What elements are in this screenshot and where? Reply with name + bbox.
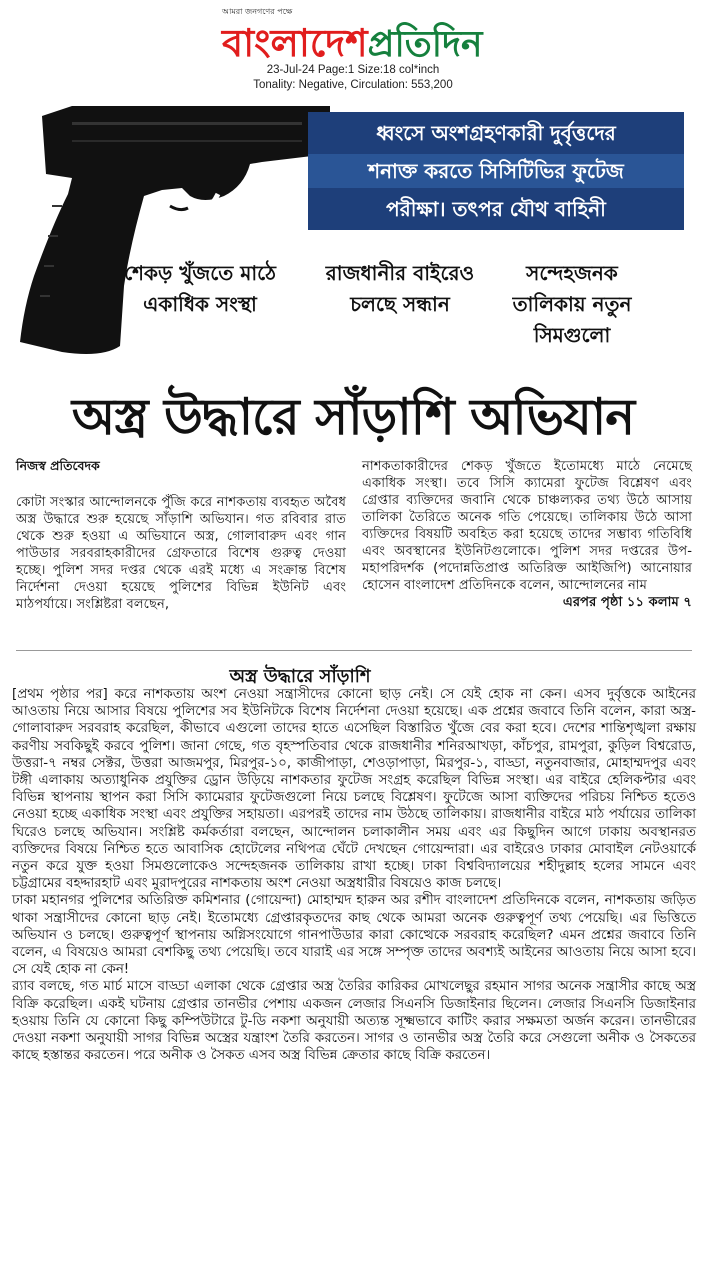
deck-line-1: ধ্বংসে অংশগ্রহণকারী দুর্বৃত্তদের	[376, 121, 616, 145]
section-divider	[16, 650, 692, 651]
continuation-text-1: করে নাশকতায় অংশ নেওয়া সন্ত্রাসীদের কোনো ছাড় নেই। সে যেই হোক না কেন। এসব দুর্বৃত্তকে আইনের আওতায় নিয়ে আসার বিষয়ে পুলিশের সব ইউনিটকে বিশেষ নির্দেশনা দেওয়া হয়েছে। এক প্রশ্নের জবাবে তিনি বলেন, কারা অস্ত্র-গোলাবারুদ সরবরাহ করেছিল, কীভাবে এগুলো তাদের হাতে এসেছিল বিস্তারিত খুঁজে বের করা হবে। দেশের শান্তিশৃঙ্খলা রক্ষায় করণীয় সবকিছুই করবে পুলিশ। জানা গেছে, গত বৃহস্পতিবার থেকে রাজধানীর শনিরআখড়া, কাঁচপুর, রামপুরা, কুড়িল বিশ্বরোড, উত্তরা-৭ নম্বর সেক্টর, উত্তরা আজমপুর, মিরপুর-১০, কাজীপাড়া, শেওড়াপাড়া, মিরপুর-১, বাড্ডা, নতুনবাজার, মোহাম্মদপুর এবং টঙ্গী এলাকায় অত্যাধুনিক প্রযুক্তির ড্রোন উড়িয়ে নাশকতার ফুটেজ সংগ্রহ করেছিল বিভিন্ন সংস্থা। এর বাইরে হেলিকপ্টার এবং বিভিন্ন স্থাপনায় স্থাপন করা সিসি ক্যামেরার ফুটেজগুলো নিয়ে চলছে বিশ্লেষণ। ফুটেজে আসা ব্যক্তিদের পরিচয় নিশ্চিত হতেও নেওয়া হচ্ছে একাধিক সংস্থা এবং প্রযুক্তির সহায়তা। এরপরই তাদের নাম উঠছে তালিকায়। রাজধানীর বাইরে মাঠ পর্যায়ের তালিকা ঘিরেও চলছে অভিযান। সংশ্লিষ্ট কর্মকর্তারা বলছেন, আন্দোলন চলাকালীন সময় এবং এর কিছুদিন আগে ঢাকায় অবস্থানরত ব্যক্তিদের বিষয়ে নিশ্চিত হতে আবাসিক হোটেলের নথিপত্র ঘেঁটে দেখছেন গোয়েন্দারা। এর বাইরেও ঢাকার মোবাইল নেটওয়ার্কে নতুন করে যুক্ত হওয়া সিমগুলোকেও সন্দেহজনক তালিকায় রাখা হচ্ছে। ঢাকা বিশ্ববিদ্যালয়ের শহীদুল্লাহ হলের সামনে এবং চট্টগ্রামের বহদ্দারহাট এবং মুরাদপুরের নাশকতায় অংশ নেওয়া অস্ত্রধারীর বিষয়েও কাজ চলছে।	[12, 687, 696, 892]
continuation-title: অস্ত্র উদ্ধারে সাঁড়াশি	[229, 666, 371, 687]
deck-line-2: শনাক্ত করতে সিসিটিভির ফুটেজ	[308, 154, 684, 188]
clipping-meta	[0, 63, 706, 93]
subhead-2: রাজধানীর বাইরেও চলছে সন্ধান	[325, 261, 475, 316]
subhead-3: সন্দেহজনক তালিকায় নতুন সিমগুলো	[512, 261, 632, 347]
article-column-right	[362, 458, 692, 611]
deck-banner	[308, 112, 684, 230]
article-paragraph-right: নাশকতাকারীদের শেকড় খুঁজতে ইতোমধ্যে মাঠে নেমেছে একাধিক সংস্থা। তবে সিসি ক্যামেরা ফুটেজ বিশ্লেষণ এবং গ্রেপ্তার ব্যক্তিদের জবানি থেকে চাঞ্চল্যকর তথ্য উঠে আসায় তালিকা তৈরিতে অনেক গতি পেয়েছে। তালিকায় উঠে আসা ব্যক্তিদের বিষয়টি অবহিত করা হয়েছে তাদের সম্ভাব্য গতিবিধি এবং অবস্থানের ইউনিটগুলোকে। পুলিশ সদর দপ্তরের উপ-মহাপরিদর্শক (পদোন্নতিপ্রাপ্ত অতিরিক্ত আইজিপি) আনোয়ার হোসেন বাংলাদেশ প্রতিদিনকে বলেন, আন্দোলনের নাম	[362, 459, 692, 593]
logo-part-red: বাংলাদেশ	[222, 21, 368, 65]
headline: অস্ত্র উদ্ধারে সাঁড়াশি অভিযান	[71, 388, 635, 446]
masthead	[0, 0, 706, 100]
clipping-meta-line1: 23-Jul-24 Page:1 Size:18 col*inch	[266, 64, 440, 76]
continuation-body	[12, 686, 696, 1064]
subhead-1: শেকড় খুঁজতে মাঠে একাধিক সংস্থা	[124, 261, 276, 316]
continuation-paragraph-3: র‌্যাব বলছে, গত মার্চ মাসে বাড্ডা এলাকা থেকে গ্রেপ্তার অস্ত্র তৈরির কারিকর মোখলেছুর রহমান সাগর অনেক সন্ত্রাসীর কাছে অস্ত্র বিক্রি করেছিল। একই ঘটনায় গ্রেপ্তার তানভীর পেশায় একজন লেজার সিএনসি ডিজাইনার ছিলেন। লেজার সিএনসি ডিজাইনার হওয়ায় তিনি যে কোনো কিছু কম্পিউটারে টু-ডি নকশা অনুযায়ী অত্যন্ত সূক্ষ্মভাবে কাটিং করার সক্ষমতা অর্জন করেন। তানভীরের দেওয়া নকশা অনুযায়ী সাগর বিভিন্ন অস্ত্রের যন্ত্রাংশ তৈরি করতেন। সাগর ও তানভীর অস্ত্র তৈরি করে সেগুলো অনীক ও সৈকতের কাছে হস্তান্তর করতেন। পরে অনীক ও সৈকত এসব অস্ত্র বিভিন্ন ক্রেতার কাছে বিক্রি করতেন।	[12, 979, 696, 1064]
deck-line-3: পরীক্ষা। তৎপর যৌথ বাহিনী	[386, 197, 606, 221]
continuation-paragraph-1	[12, 686, 696, 892]
clipping-meta-line2: Tonality: Negative, Circulation: 553,200	[253, 79, 453, 91]
article-paragraph-left: কোটা সংস্কার আন্দোলনকে পুঁজি করে নাশকতায় ব্যবহৃত অবৈধ অস্ত্র উদ্ধারে শুরু হয়েছে সাঁড়াশি অভিযান। গত রবিবার রাত থেকে শুরু হওয়া এ অভিযানে অস্ত্র, গোলাবারুদ এবং গান পাউডার সরবরাহকারীদের গ্রেফতারে বিশেষ গুরুত্ব দেওয়া হচ্ছে। পুলিশ সদর দপ্তর থেকে এরই মধ্যে এ সংক্রান্ত বিশেষ নির্দেশনা দেওয়া হয়েছে পুলিশের বিভিন্ন ইউনিট এবং মাঠপর্যায়ে। সংশ্লিষ্টরা বলছেন,	[16, 495, 346, 612]
subheads	[120, 258, 706, 352]
logo-part-green: প্রতিদিন	[367, 24, 483, 65]
byline: নিজস্ব প্রতিবেদক	[16, 458, 100, 473]
newspaper-logo	[222, 14, 483, 65]
jump-line: এরপর পৃষ্ঠা ১১ কলাম ৭	[562, 595, 692, 610]
masthead-tagline: আমরা জনগণের পক্ষে	[222, 7, 293, 16]
continuation-paragraph-2: ঢাকা মহানগর পুলিশের অতিরিক্ত কমিশনার (গোয়েন্দা) মোহাম্মদ হারুন অর রশীদ বাংলাদেশ প্রতিদিনকে বলেন, নাশকতায় জড়িত থাকা সন্ত্রাসীদের কোনো ছাড় নেই। ইতোমধ্যে গ্রেপ্তারকৃতদের কাছ থেকে আমরা অনেক গুরুত্বপূর্ণ তথ্য পেয়েছি। এর ভিত্তিতে অভিযান ও চলছে। গুরুত্বপূর্ণ স্থাপনায় অগ্নিসংযোগে গানপাউডার কারা কোত্থেকে সরবরাহ করেছিল? এমন প্রশ্নের জবাবে তিনি বলেন, এ বিষয়েও আমরা বেশকিছু তথ্য পেয়েছি। তবে যারাই এর সঙ্গে সম্পৃক্ত তাদের অবশ্যই আইনের আওতায় নিয়ে আসা হবে। সে যেই হোক না কেন!	[12, 893, 696, 978]
continuation-prefix: [প্রথম পৃষ্ঠার পর]	[12, 687, 108, 702]
article-column-left	[16, 458, 346, 613]
